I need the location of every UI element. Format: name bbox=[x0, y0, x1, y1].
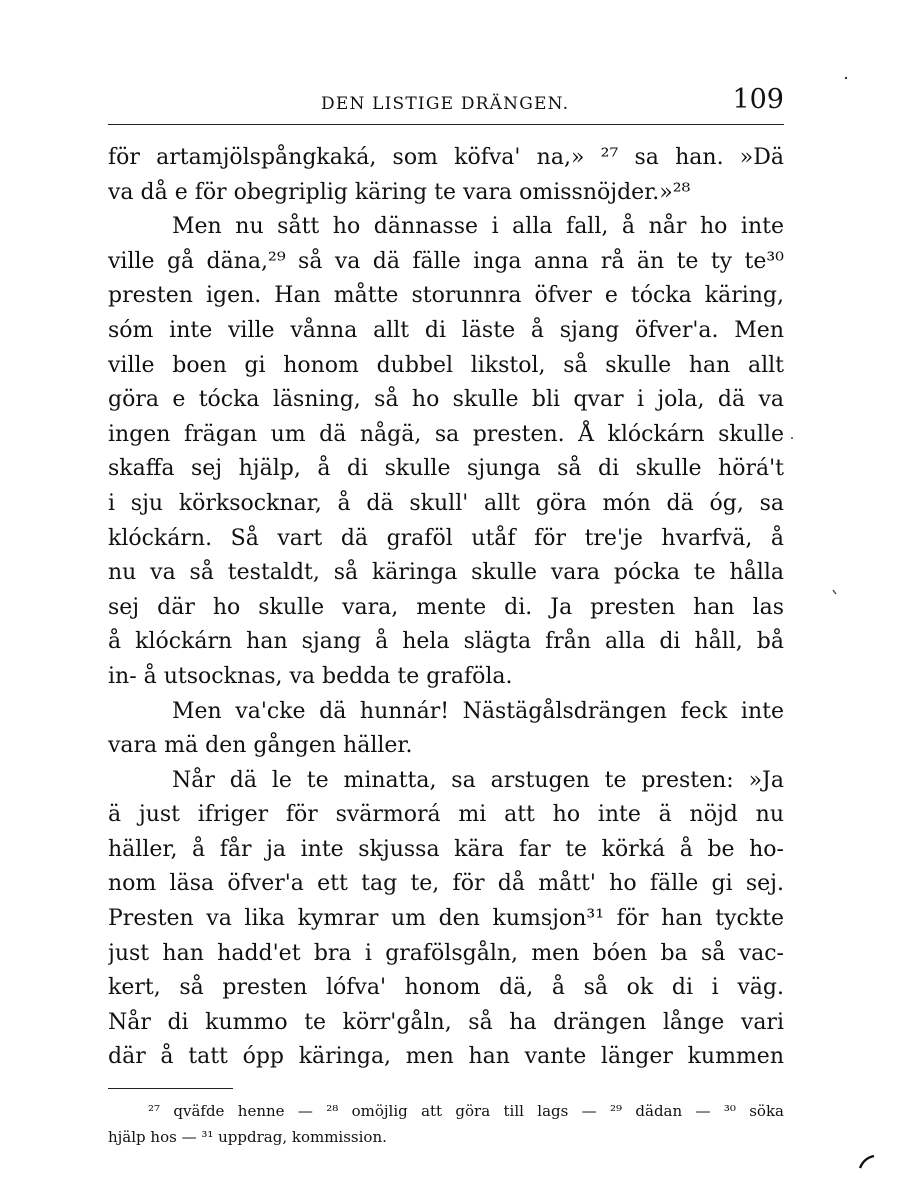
text-line: ingen frägan um dä någä, sa presten. Å klóckárn skulle bbox=[108, 421, 784, 447]
footnote-line: hjälp hos — ³¹ uppdrag, kommission. bbox=[108, 1128, 387, 1146]
text-line: sóm inte ville vånna allt di läste å sjang öfver'a. Men bbox=[108, 317, 784, 343]
text-line: va då e för obegriplig käring te vara omissnöjder.»²⁸ bbox=[108, 179, 691, 205]
text-line: skaffa sej hjälp, å di skulle sjunga så di skulle hörá't bbox=[108, 456, 784, 482]
body-text bbox=[108, 141, 784, 1075]
text-line: kert, så presten lófva' honom dä, å så ok di i väg. bbox=[108, 975, 784, 1001]
text-line: vara mä den gången häller. bbox=[108, 733, 413, 759]
text-line: nom läsa öfver'a ett tag te, för då mått' ho fälle gi sej. bbox=[108, 871, 784, 897]
footnote-rule bbox=[108, 1088, 233, 1089]
text-line: sej där ho skulle vara, mente di. Ja presten han las bbox=[108, 594, 784, 620]
page-header bbox=[108, 84, 784, 130]
text-line: Når di kummo te körr'gåln, så ha drängen långe vari bbox=[108, 1009, 784, 1035]
footnote-line: ²⁷ qväfde henne — ²⁸ omöjlig att göra till lags — ²⁹ dädan — ³⁰ söka bbox=[148, 1102, 784, 1120]
speck-mark bbox=[845, 77, 847, 79]
speck-mark bbox=[860, 1156, 874, 1168]
text-line: nu va så testaldt, så käringa skulle vara pócka te hålla bbox=[108, 560, 784, 586]
text-line: just han hadd'et bra i grafölsgåln, men bóen ba så vac- bbox=[108, 940, 784, 966]
speck-mark bbox=[791, 437, 793, 439]
footnotes bbox=[108, 1098, 784, 1150]
header-rule bbox=[108, 124, 784, 125]
text-line: i sju körksocknar, å dä skull' allt göra món dä óg, sa bbox=[108, 490, 784, 516]
text-line: ville boen gi honom dubbel likstol, så skulle han allt bbox=[108, 352, 784, 378]
page-number: 109 bbox=[732, 84, 784, 115]
running-title: DEN LISTIGE DRÄNGEN. bbox=[321, 94, 570, 114]
text-line: häller, å får ja inte skjussa kära far te körká å be ho- bbox=[108, 836, 784, 862]
text-line: Men nu sått ho dännasse i alla fall, å når ho inte bbox=[172, 214, 784, 240]
text-line: Når dä le te minatta, sa arstugen te presten: »Ja bbox=[172, 767, 784, 793]
text-line: för artamjölspångkaká, som köfva' na,» ²⁷ sa han. »Dä bbox=[108, 145, 784, 170]
text-line: ä just ifriger för svärmorá mi att ho inte ä nöjd nu bbox=[108, 802, 784, 828]
text-line: göra e tócka läsning, så ho skulle bli qvar i jola, dä va bbox=[108, 387, 784, 413]
text-line: där å tatt ópp käringa, men han vante länger kummen bbox=[108, 1044, 784, 1070]
text-line: Presten va lika kymrar um den kumsjon³¹ för han tyckte bbox=[108, 906, 784, 932]
text-line: Men va'cke dä hunnár! Nästägålsdrängen feck inte bbox=[172, 698, 784, 724]
text-line: presten igen. Han måtte storunnra öfver e tócka käring, bbox=[108, 283, 784, 309]
text-line: klóckárn. Så vart dä graföl utåf för tre'je hvarfvä, å bbox=[108, 525, 784, 551]
text-line: ville gå däna,²⁹ så va dä fälle inga anna rå än te ty te³⁰ bbox=[108, 248, 784, 274]
text-line: å klóckárn han sjang å hela slägta från alla di håll, bå bbox=[108, 629, 784, 655]
text-line: in- å utsocknas, va bedda te graföla. bbox=[108, 663, 513, 689]
speck-mark bbox=[833, 590, 836, 594]
